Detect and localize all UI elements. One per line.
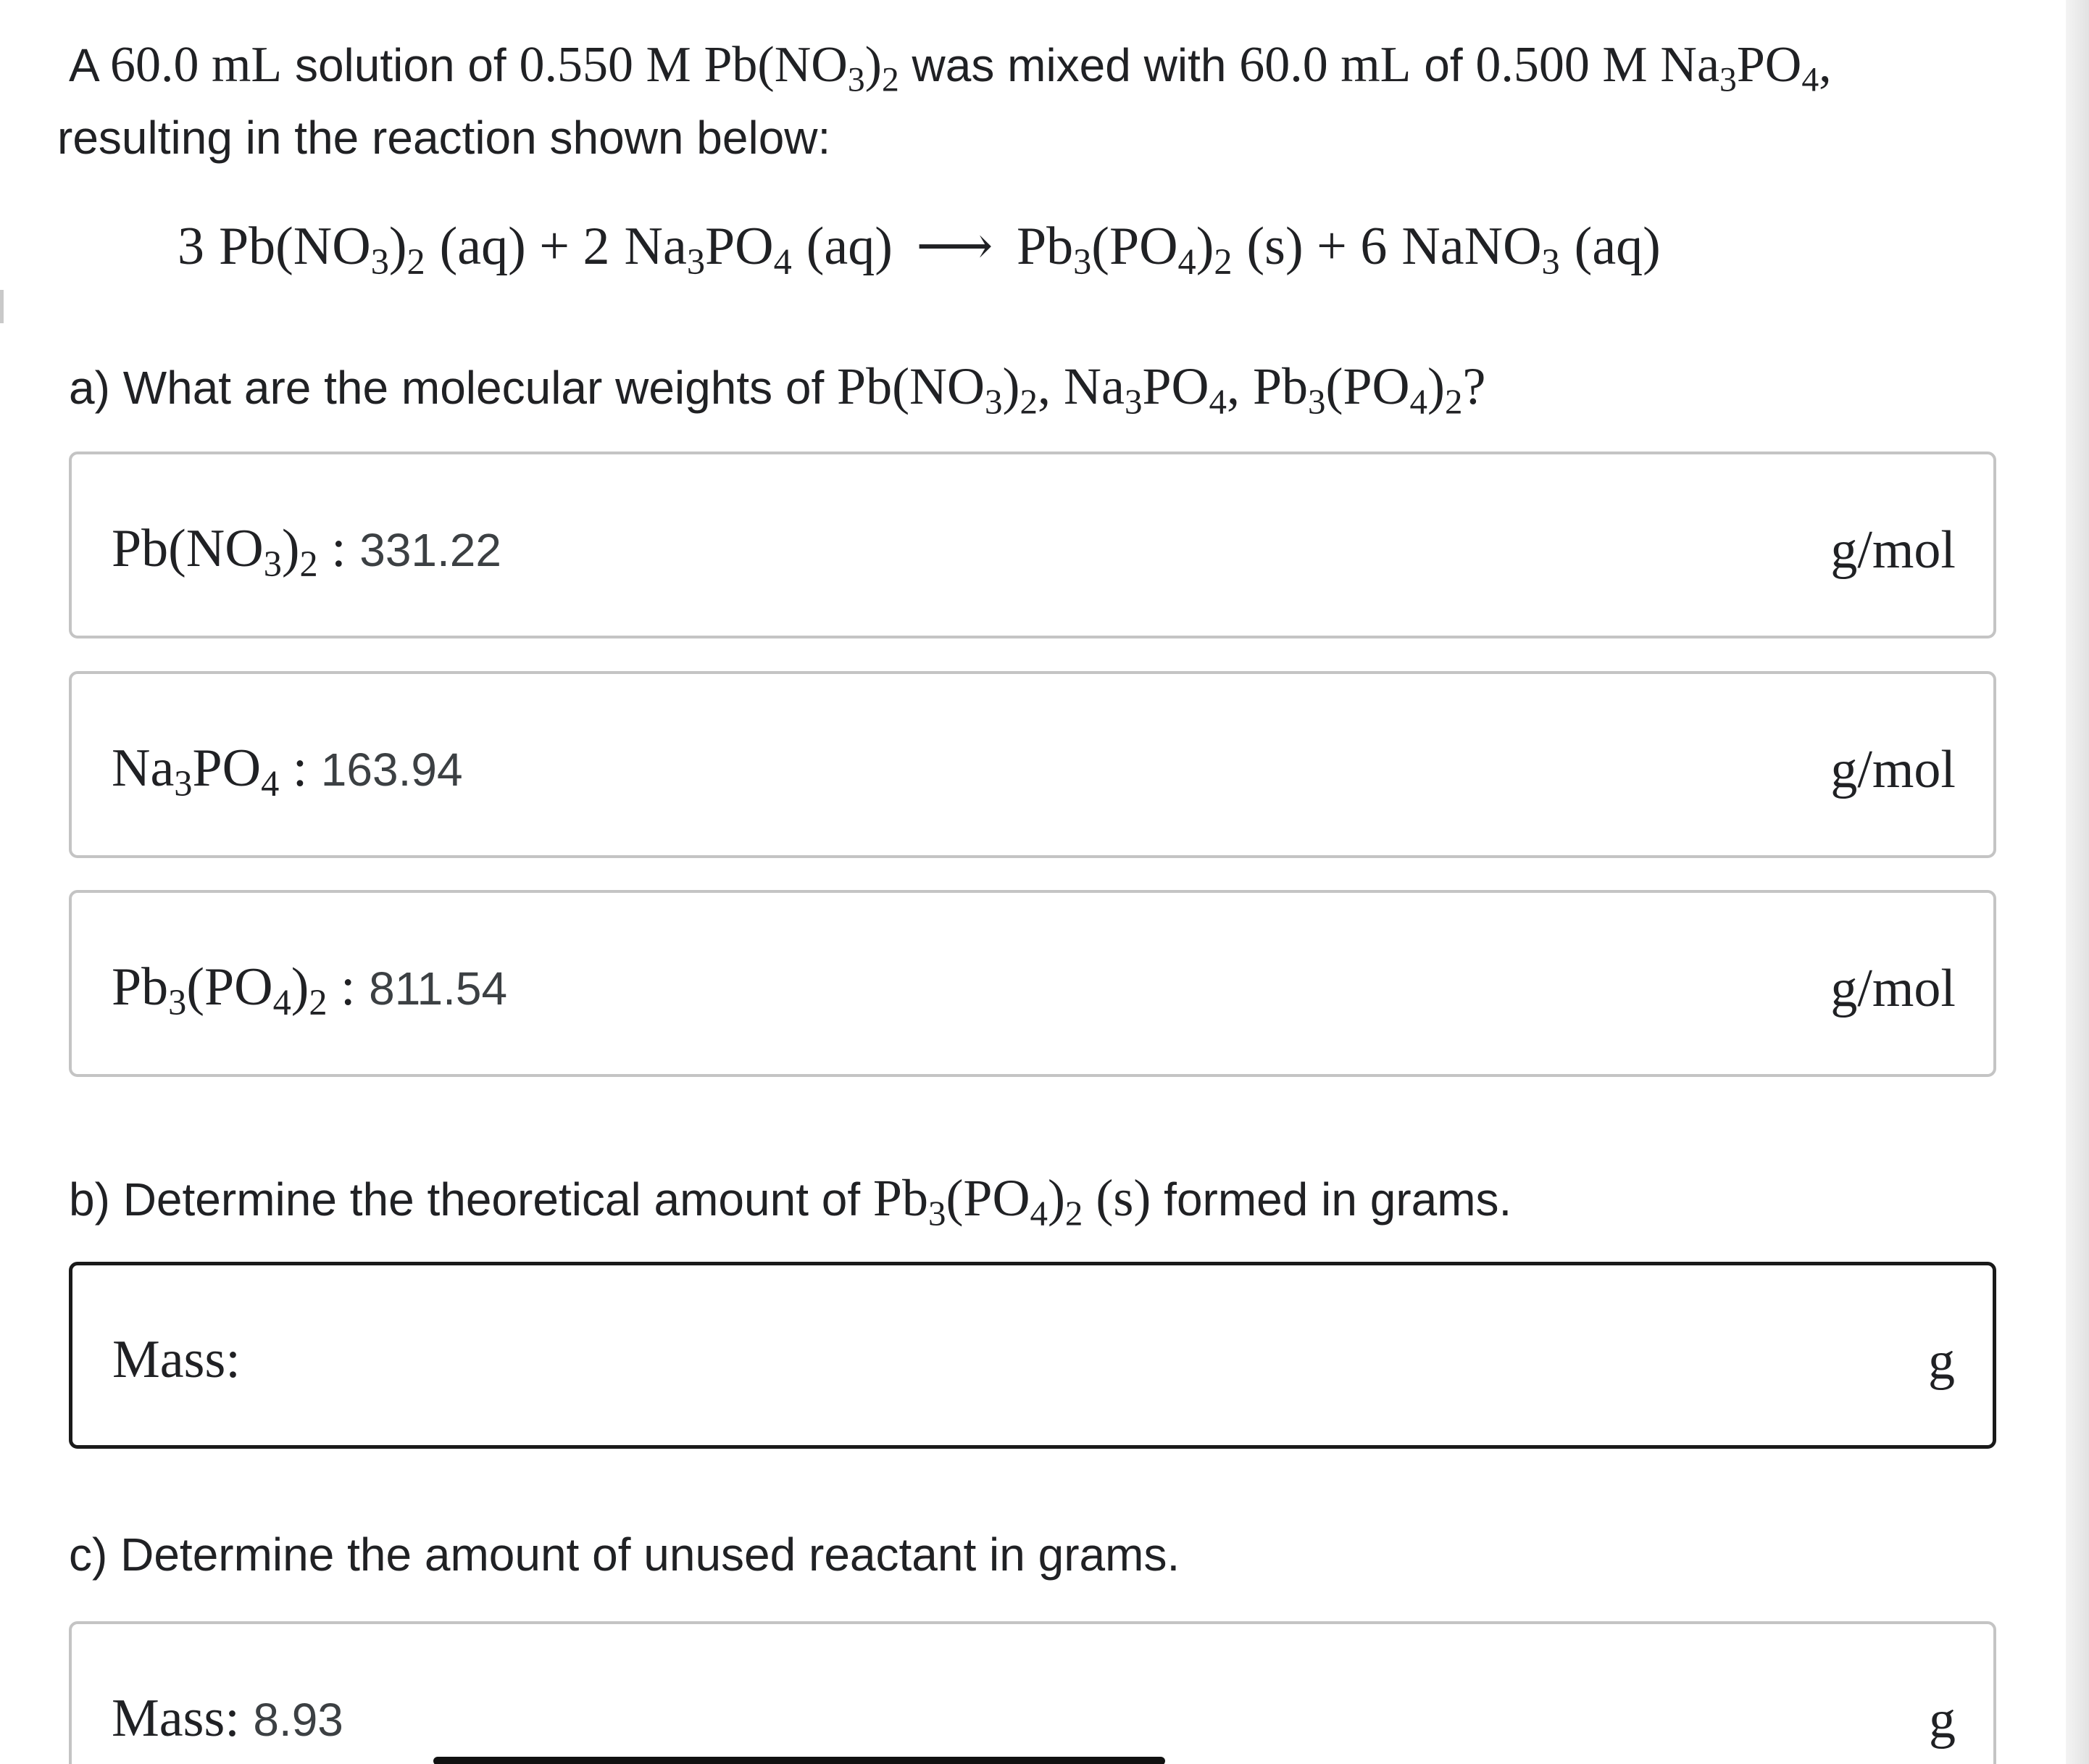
question-c: c) Determine the amount of unused reactant in grams. [69,1528,1180,1581]
field-label: Mass: [112,1330,241,1389]
unit-label: g/mol [1830,740,1956,799]
mw-sodium-phosphate-field[interactable] [69,671,1996,858]
unused-reactant-mass-field[interactable] [69,1621,1996,1764]
reaction-arrow-icon: ⟶ [916,217,993,276]
scrollbar-track[interactable] [2066,0,2089,1764]
unit-label: g [1929,1690,1956,1750]
unit-label: g [1928,1331,1955,1391]
field-value[interactable]: 811.54 [369,962,508,1015]
question-b: b) Determine the theoretical amount of $Pb_3(PO_4)_2$ (s) formed in grams. [69,1169,1512,1233]
volume-2: 60.0 mL [1239,37,1412,93]
field-label: $Pb_3(PO_4)_2$ : 811.54 [112,957,508,1023]
reagent-1-formula: $Pb(NO_3)_2$ [704,37,899,99]
question-a: a) What are the molecular weights of $Pb(NO_3)_2$, $Na_3PO_4$, $Pb_3(PO_4)_2$? [69,357,1486,422]
field-value[interactable]: 331.22 [359,524,501,576]
theoretical-mass-field[interactable] [69,1262,1996,1449]
field-value[interactable]: 8.93 [253,1694,343,1746]
field-value[interactable]: 163.94 [320,744,463,796]
field-label: Mass: 8.93 [112,1689,343,1748]
field-label: $Na_3PO_4$ : 163.94 [112,739,463,804]
volume-1: 60.0 mL [109,37,283,93]
home-indicator[interactable] [433,1757,1165,1764]
unit-label: g/mol [1830,520,1956,580]
problem-statement: A 60.0 mL solution of 0.550 M $Pb(NO_3)_2$ was mixed with 60.0 mL of 0.500 M $Na_3PO_4$, resulting in the reaction shown below: [57,37,1832,164]
reagent-2-formula: $Na_3PO_4$, [1660,37,1832,99]
unit-label: g/mol [1830,959,1956,1018]
reaction-equation: 3 $Pb(NO_3)_2$ (aq) + 2 $Na_3PO_4$ (aq) ⟶ $Pb_3(PO_4)_2$ (s) + 6 NaNO$_3$ (aq) [178,210,1661,283]
concentration-2: 0.500 M [1475,37,1648,93]
concentration-1: 0.550 M [519,37,691,93]
mw-pb-nitrate-field[interactable] [69,452,1996,638]
mw-lead-phosphate-field[interactable] [69,890,1996,1077]
edge-marker [0,290,4,323]
field-label: $Pb(NO_3)_2$ : 331.22 [112,519,501,585]
